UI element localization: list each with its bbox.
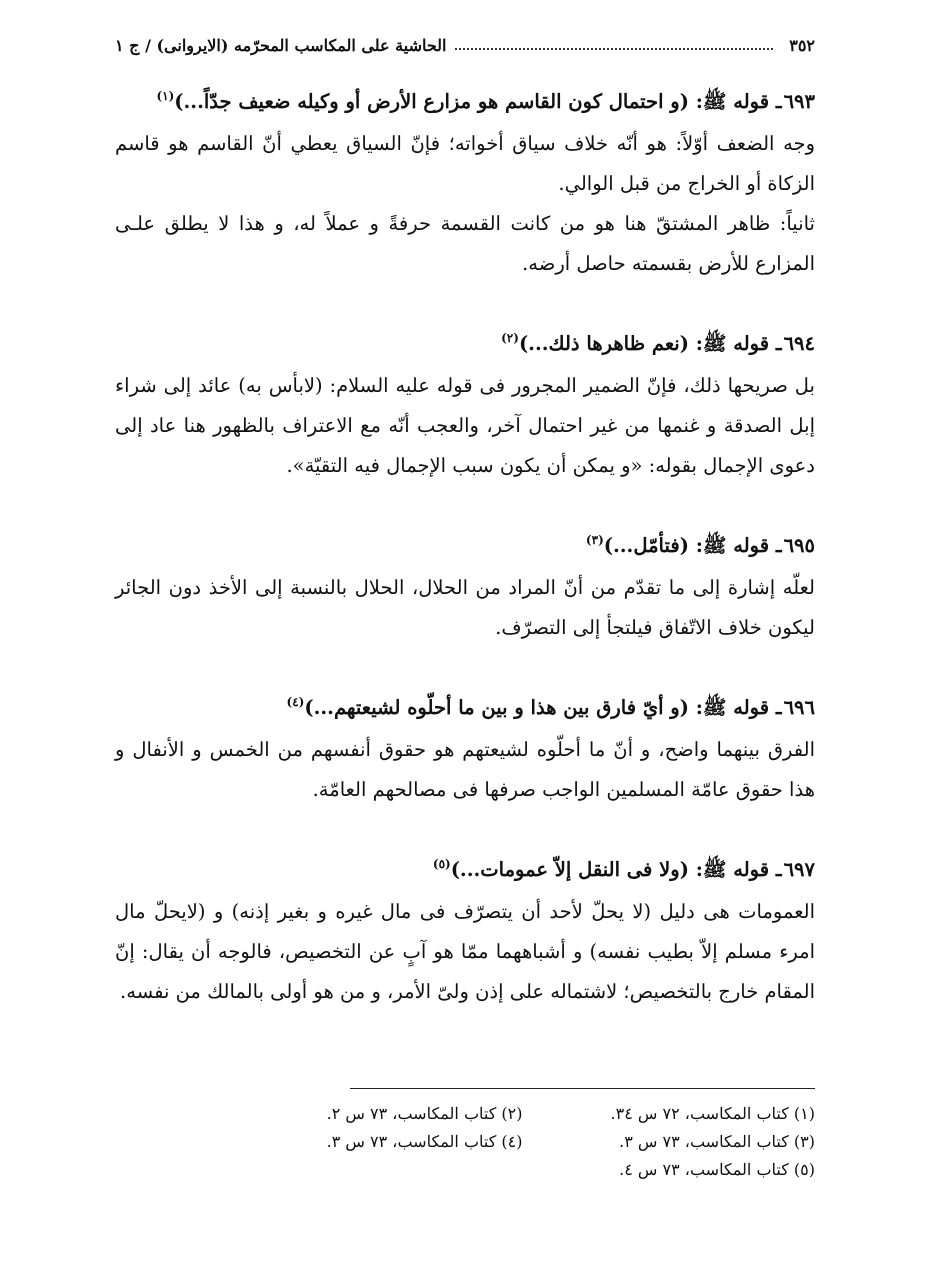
footnote-list <box>230 1100 815 1184</box>
entry-696 <box>115 688 815 810</box>
entry-paragraph: بل صريحها ذلك، فإنّ الضمير المجرور فى قوله عليه السلام: (لابأس به) عائد إلى شراء إبل الصدقة و غنمها من غير احتمال آخر، والعجب أنّه مع الاعتراف بالظهور هنا عاد إلى دعوى الإجمال بقوله: «و يمكن أن يكون سبب الإجمال فيه التقيّة». <box>115 374 815 477</box>
entry-prefix: ـ قوله ﷺ: <box>695 332 782 355</box>
entry-prefix: ـ قوله ﷺ: <box>695 858 782 881</box>
entry-number: ٦٩٧ <box>783 858 815 881</box>
footnote-2: (٢) كتاب المكاسب، ٧٣ س ٢. <box>326 1104 523 1123</box>
entry-695 <box>115 526 815 648</box>
entry-quote: (و احتمال كون القاسم هو مزارع الأرض أو وكيله ضعيف جدّاً...) <box>174 90 689 113</box>
entry-paragraph: لعلّه إشارة إلى ما تقدّم من أنّ المراد من الحلال، الحلال بالنسبة إلى الأخذ دون الجائر ليكون خلاف الاتّفاق فيلتجأ إلى التصرّف. <box>115 576 815 639</box>
entry-quote: (و أيّ فارق بين هذا و بين ما أحلّوه لشيعتهم...) <box>304 696 689 719</box>
footnote-1: (١) كتاب المكاسب، ٧٢ س ٣٤. <box>610 1104 815 1123</box>
footnote-4: (٤) كتاب المكاسب، ٧٣ س ٣. <box>326 1132 523 1151</box>
footnote-5: (٥) كتاب المكاسب، ٧٣ س ٤. <box>619 1160 815 1179</box>
entry-prefix: ـ قوله ﷺ: <box>695 534 782 557</box>
entry-number: ٦٩٥ <box>783 534 815 557</box>
header-title: الحاشية على المكاسب المحرّمه (الايروانى) / ج ١ <box>115 35 447 55</box>
footnote-ref: (٥) <box>432 857 451 871</box>
entry-quote: (فتأمّل...) <box>603 534 689 557</box>
header-leader-dots <box>455 48 774 50</box>
entry-heading <box>115 324 815 366</box>
entry-prefix: ـ قوله ﷺ: <box>695 90 782 113</box>
running-header <box>115 30 815 60</box>
entry-quote: (ولا فى النقل إلاّ عمومات...) <box>450 858 689 881</box>
body-text <box>115 82 815 1037</box>
footnote-ref: (٤) <box>286 695 305 709</box>
entry-697 <box>115 850 815 1012</box>
entry-paragraph: وجه الضعف أوّلاً: هو أنّه خلاف سياق أخواته؛ فإنّ السياق يعطي أنّ القاسم هو قاسم الزكاة أو الخراج من قبل الوالي. <box>115 132 815 195</box>
footnotes <box>230 1100 815 1184</box>
entry-prefix: ـ قوله ﷺ: <box>695 696 782 719</box>
entry-693 <box>115 82 815 284</box>
page-number: ٣٥٢ <box>789 35 815 55</box>
entry-number: ٦٩٦ <box>783 696 815 719</box>
footnote-ref: (٢) <box>501 331 519 345</box>
footnote-separator <box>350 1088 815 1089</box>
footnote-3: (٣) كتاب المكاسب، ٧٣ س ٣. <box>619 1132 815 1151</box>
entry-paragraph: الفرق بينهما واضح، و أنّ ما أحلّوه لشيعتهم هو حقوق أنفسهم من الخمس و الأنفال و هذا حقوق عامّة المسلمين الواجب صرفها فى مصالحهم العامّة. <box>115 738 815 801</box>
entry-heading <box>115 82 815 124</box>
entry-paragraph: ثانياً: ظاهر المشتقّ هنا هو من كانت القسمة حرفةً و عملاً له، و هذا لا يطلق علـى المزارع للأرض بقسمته حاصل أرضه. <box>115 212 815 275</box>
footnote-ref: (١) <box>156 89 175 103</box>
entry-quote: (نعم ظاهرها ذلك...) <box>518 332 689 355</box>
entry-paragraph: العمومات هى دليل (لا يحلّ لأحد أن يتصرّف فى مال غيره و بغير إذنه) و (لايحلّ مال امرء مسلم إلاّ بطيب نفسه) و أشباههما ممّا هو آبٍ عن التخصيص، فالوجه أن يقال: إنّ المقام خارج بالتخصيص؛ لاشتماله على إذن ولىّ الأمر، و من هو أولى بالمالك من نفسه. <box>115 900 815 1003</box>
entry-number: ٦٩٣ <box>783 90 815 113</box>
entry-694 <box>115 324 815 486</box>
entry-heading <box>115 850 815 892</box>
footnote-ref: (٣) <box>585 533 604 547</box>
entry-heading <box>115 526 815 568</box>
entry-heading <box>115 688 815 730</box>
entry-number: ٦٩٤ <box>783 332 815 355</box>
